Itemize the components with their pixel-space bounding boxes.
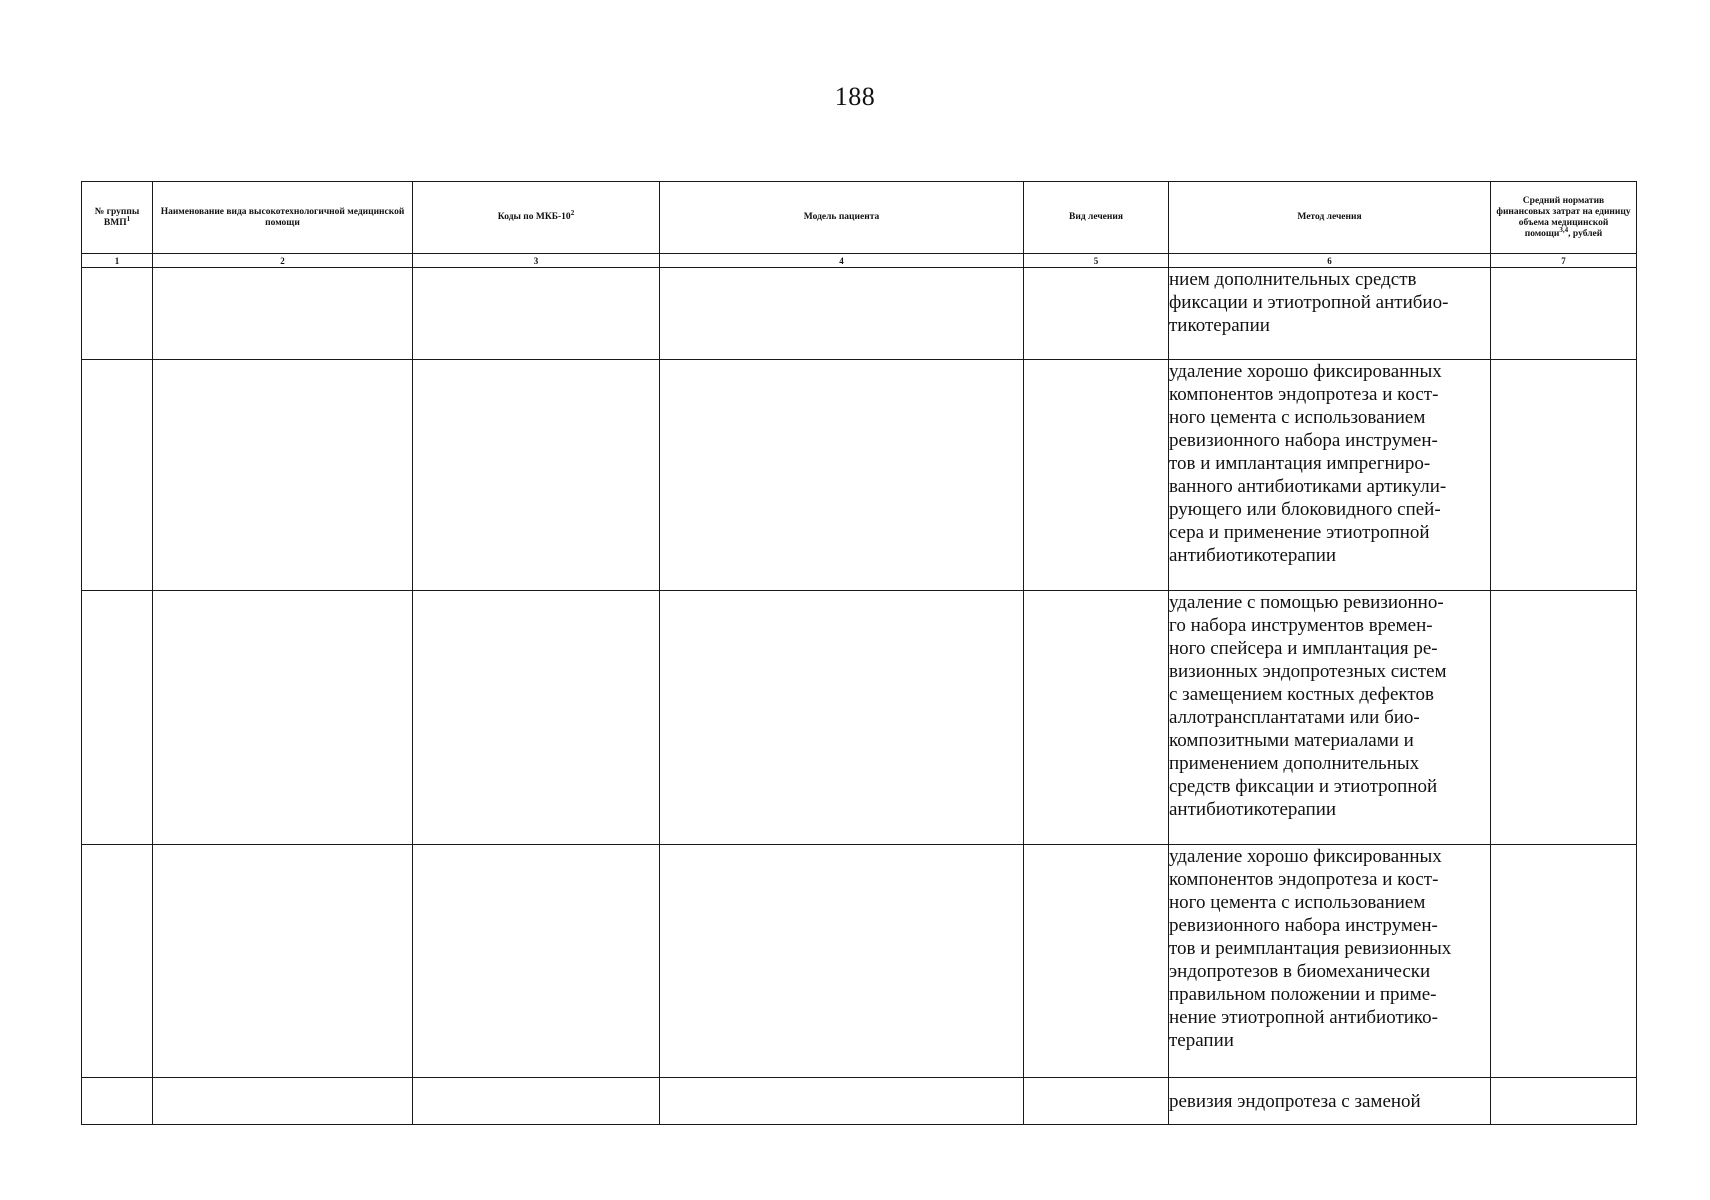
header-icd-codes: Коды по МКБ-$10^2$ xyxy=(413,182,660,254)
treatment-method-cell: нием дополнительных средств фиксации и этиотропной антибио- тикотерапии xyxy=(1169,268,1491,360)
table-cell xyxy=(413,360,660,591)
table-cell xyxy=(82,360,153,591)
column-number-row xyxy=(82,254,1637,268)
header-cost-standard: Средний норматив финансовых затрат на единицу объема медицинской помощи$^{3,4}$, рублей xyxy=(1491,182,1637,254)
column-number: 2 xyxy=(153,254,413,268)
table-cell xyxy=(1024,1078,1169,1125)
vmp-table xyxy=(81,181,1637,1125)
table-cell xyxy=(413,591,660,845)
header-treatment-method: Метод лечения xyxy=(1169,182,1491,254)
table-cell xyxy=(153,268,413,360)
table-cell xyxy=(660,268,1024,360)
table-cell xyxy=(413,845,660,1078)
column-number: 4 xyxy=(660,254,1024,268)
page-number: 188 xyxy=(834,82,876,111)
header-patient-model: Модель пациента xyxy=(660,182,1024,254)
table-row xyxy=(82,845,1637,1078)
header-vmp-name: Наименование вида высокотехнологичной медицинской помощи xyxy=(153,182,413,254)
table-cell xyxy=(660,1078,1024,1125)
table-cell xyxy=(82,845,153,1078)
column-number: 7 xyxy=(1491,254,1637,268)
column-number: 3 xyxy=(413,254,660,268)
table-cell xyxy=(153,845,413,1078)
treatment-method-cell: удаление хорошо фиксированных компонентов эндопротеза и кост- ного цемента с использованием ревизионного набора инструмен- тов и реимплантация ревизионных эндопротезов в биомеханически правильном положении и приме- нение этиотропной антибиотико- терапии xyxy=(1169,845,1491,1078)
column-number: 1 xyxy=(82,254,153,268)
table-cell xyxy=(82,268,153,360)
table-cell xyxy=(1491,591,1637,845)
table-cell xyxy=(660,845,1024,1078)
table-cell xyxy=(153,1078,413,1125)
treatment-method-cell: удаление хорошо фиксированных компонентов эндопротеза и кост- ного цемента с использованием ревизионного набора инструмен- тов и имплантация импрегниро- ванного антибиотиками артикули- рующего или блоковидного спей- сера и применение этиотропной антибиотикотерапии xyxy=(1169,360,1491,591)
table-cell xyxy=(1024,591,1169,845)
table-cell xyxy=(1491,845,1637,1078)
table-cell xyxy=(153,360,413,591)
table-cell xyxy=(82,591,153,845)
table-row xyxy=(82,591,1637,845)
table-cell xyxy=(413,268,660,360)
table-cell xyxy=(153,591,413,845)
table-cell xyxy=(82,1078,153,1125)
table-cell xyxy=(660,360,1024,591)
table-row xyxy=(82,1078,1637,1125)
table-row xyxy=(82,268,1637,360)
table-header-row xyxy=(82,182,1637,254)
header-group-number: № группы ВМП$^1$ xyxy=(82,182,153,254)
table-cell xyxy=(1491,1078,1637,1125)
table-cell xyxy=(1024,845,1169,1078)
table-cell xyxy=(1024,360,1169,591)
table-row xyxy=(82,360,1637,591)
table-cell xyxy=(1491,268,1637,360)
table-cell xyxy=(1491,360,1637,591)
treatment-method-cell: удаление с помощью ревизионно- го набора инструментов времен- ного спейсера и имплантация ре- визионных эндопротезных систем с замещением костных дефектов аллотрансплантатами или био- композитными материалами и применением дополнительных средств фиксации и этиотропной антибиотикотерапии xyxy=(1169,591,1491,845)
column-number: 5 xyxy=(1024,254,1169,268)
treatment-method-cell: ревизия эндопротеза с заменой xyxy=(1169,1078,1491,1125)
header-treatment-type: Вид лечения xyxy=(1024,182,1169,254)
table-cell xyxy=(1024,268,1169,360)
table-cell xyxy=(660,591,1024,845)
column-number: 6 xyxy=(1169,254,1491,268)
table-cell xyxy=(413,1078,660,1125)
